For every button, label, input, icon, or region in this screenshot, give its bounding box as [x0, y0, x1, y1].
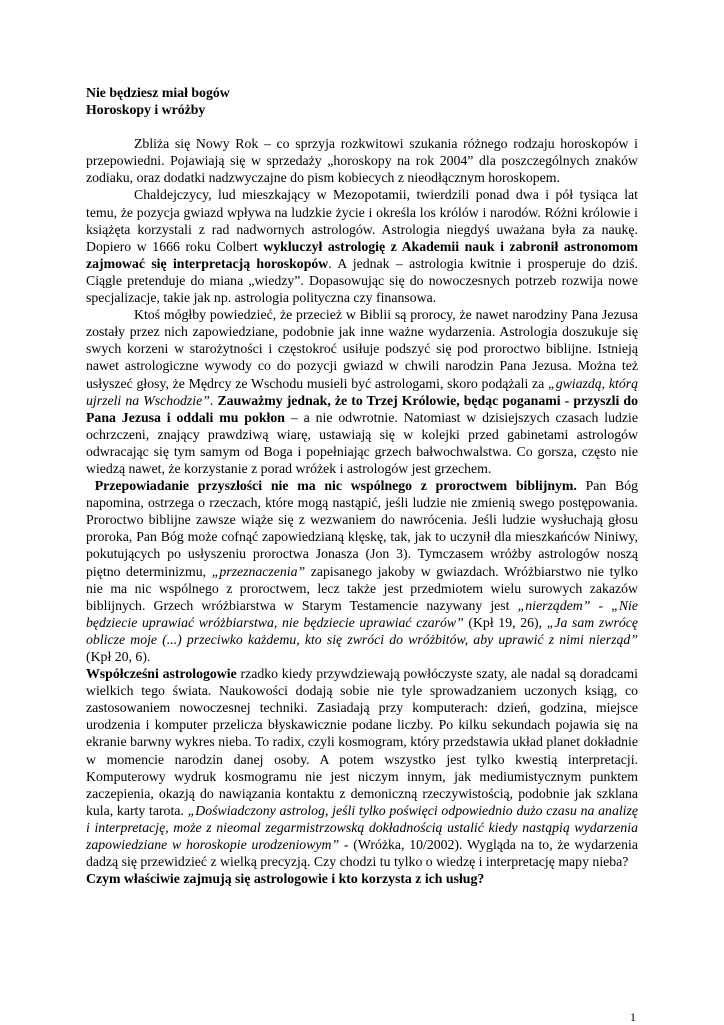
title-line-2: Horoskopy i wróżby [86, 102, 206, 118]
paragraph-3 [86, 306, 638, 477]
page-number: 1 [630, 1010, 636, 1024]
bold-run: Zauważmy jednak, że to Trzej Królowie, będąc poganami - przyszli do Pana Jezusa i oddali mu pokłon [86, 392, 638, 425]
italic-run: „przeznaczenia” [211, 563, 306, 579]
paragraph-5 [86, 665, 638, 870]
italic-run: „nierządem” - „Nie będziecie uprawiać wróżbiarstwa, nie będziecie uprawiać czarów” [86, 597, 639, 630]
spacer [86, 118, 638, 135]
text-run: . A jednak – astrologia kwitnie i prosperuje do dziś. Ciągle pretenduje do miana „wiedzy”. Dopasowując się do nowoczesnych potrzeb rozwija nowe specjalizacje, takie jak np. astrologia polityczna czy finansowa. [86, 255, 638, 306]
paragraph-1 [86, 135, 638, 186]
italic-run: „gwiazdą, którą ujrzeli na Wschodzie” [86, 375, 638, 408]
text-run: – a nie odwrotnie. Natomiast w dzisiejszych czasach ludzie ochrzczeni, znający prawdziwą wiarę, ustawiają się w kolejki przed gabinetami astrologów odwracając się tym samym od Boga i popełniając grzech bałwochwalstwa. Co gorsza, często nie wiedzą nawet, że korzystanie z porad wróżek i astrologów jest grzechem. [86, 409, 638, 476]
text-run: Zbliża się Nowy Rok – co sprzyja rozkwitowi szukania różnego rodzaju horoskopów i przepowiedni. Pojawiają się w sprzedaży „horoskopy na rok 2004” dla poszczególnych znaków zodiaku, oraz dodatki nadzwyczajne do pism kobiecych z nieodłącznym horoskopem. [86, 136, 638, 186]
document-body [86, 84, 638, 887]
text-run: (Kpł 20, 6). [86, 649, 151, 664]
text-run: Ktoś mógłby powiedzieć, że przecież w Biblii są prorocy, że nawet narodziny Pana Jezusa zostały przez nich zapowiedziane, podobnie jak inne ważne wydarzenia. Astrologia doszukuje się swych korzeni w starożytności i częstokroć usiłuje podszyć się pod proroctwo biblijne. Istnieją nawet astrologiczne wywody co do pozycji gwiazd w chwili narodzin Pana Jezusa. Można też usłyszeć głosy, że Mędrcy ze Wschodu musieli być astrologami, skoro podążali za [86, 307, 638, 391]
text-run: . [209, 392, 218, 408]
italic-run: „Doświadczony astrolog, jeśli tylko poświęci odpowiednio dużo czasu na analizę i interpretację, może z nieomal zegarmistrzowską dokładnością ustalić kiedy nastąpią wydarzenia zapowiedziane w horoskopie urodzeniowym” [86, 802, 639, 853]
bold-run: Współcześni astrologowie [86, 666, 237, 682]
title-line-1: Nie będziesz miał bogów [86, 85, 230, 100]
bold-run: wykluczył astrologię z Akademii nauk i zabronił astronomom zajmować się interpretacją horoskopów [86, 238, 638, 271]
text-run: zapisanego jakoby w gwiazdach. Wróżbiarstwo nie tylko nie ma nic wspólnego z proroctwem, lecz także jest przedmiotem wielu surowych zakazów biblijnych. Grzech wróżbiarstwa w Starym Testamencie nazywany jest [86, 563, 638, 613]
text-run: rzadko kiedy przywdziewają powłóczyste szaty, ale nadal są doradcami wielkich tego świata. Naukowości dodają sobie nie tyle sprowadzaniem uczonych ksiąg, co zastosowaniem nowoczesnej techniki. Zasiadają przy komputerach: dzień, godzina, miejsce urodzenia i komputer przelicza błyskawicznie podane liczby. Po kilku sekundach pojawia się na ekranie barwny wykres nieba. To radix, czyli kosmogram, który przedstawia układ planet dokładnie w momencie narodzin danej osoby. A potem wszystko jest tylko kwestią interpretacji. Komputerowy wydruk kosmogramu nie jest niczym innym, jak mediumistycznym punktem zaczepienia, okazją do nawiązania kontaktu z demoniczną rzeczywistością, podobnie jak szklana kula, karty tarota. [86, 666, 638, 818]
paragraph-2 [86, 186, 638, 306]
text-run: (Kpł 19, 26), [463, 614, 547, 630]
text-run: Chaldejczycy, lud mieszkający w Mezopotamii, twierdzili ponad dwa i pół tysiąca lat temu, że pozycja gwiazd wpływa na ludzkie życie i określa los królów i narodów. Różni królowie i książęta korzystali z rad nadwornych astrologów. Astrologia niegdyś uważana była za naukę. Dopiero w 1666 roku Colbert [86, 187, 638, 254]
paragraph-4 [86, 477, 638, 665]
text-run: Pan Bóg napomina, ostrzega o rzeczach, które mogą nastąpić, jeśli ludzie nie zmienią swego postępowania. Proroctwo biblijne zawsze wiąże się z wezwaniem do nawrócenia. Jeśli ludzie wysłuchają głosu proroka, Pan Bóg może cofnąć zapowiedzianą klęskę, tak, jak to uczynił dla mieszkańców Niniwy, pokutujących po usłyszeniu proroctwa Jonasza (Jon 3). Tymczasem wróżby astrologów noszą piętno determinizmu, [86, 478, 639, 579]
closing-question: Czym właściwie zajmują się astrologowie i kto korzysta z ich usług? [86, 871, 485, 887]
italic-run: „Ja sam zwrócę oblicze moje (...) przeciwko każdemu, kto się zwróci do wróżbitów, aby uprawić z nimi nierząd” [86, 614, 638, 647]
bold-run: Przepowiadanie przyszłości nie ma nic wspólnego z proroctwem biblijnym. [94, 478, 577, 494]
text-run: - (Wróżka, 10/2002). Wygląda na to, że wydarzenia dadzą się przewidzieć z wielką precyzją. Czy chodzi tu tylko o wiedzę i interpretację mapy nieba? [86, 837, 638, 870]
